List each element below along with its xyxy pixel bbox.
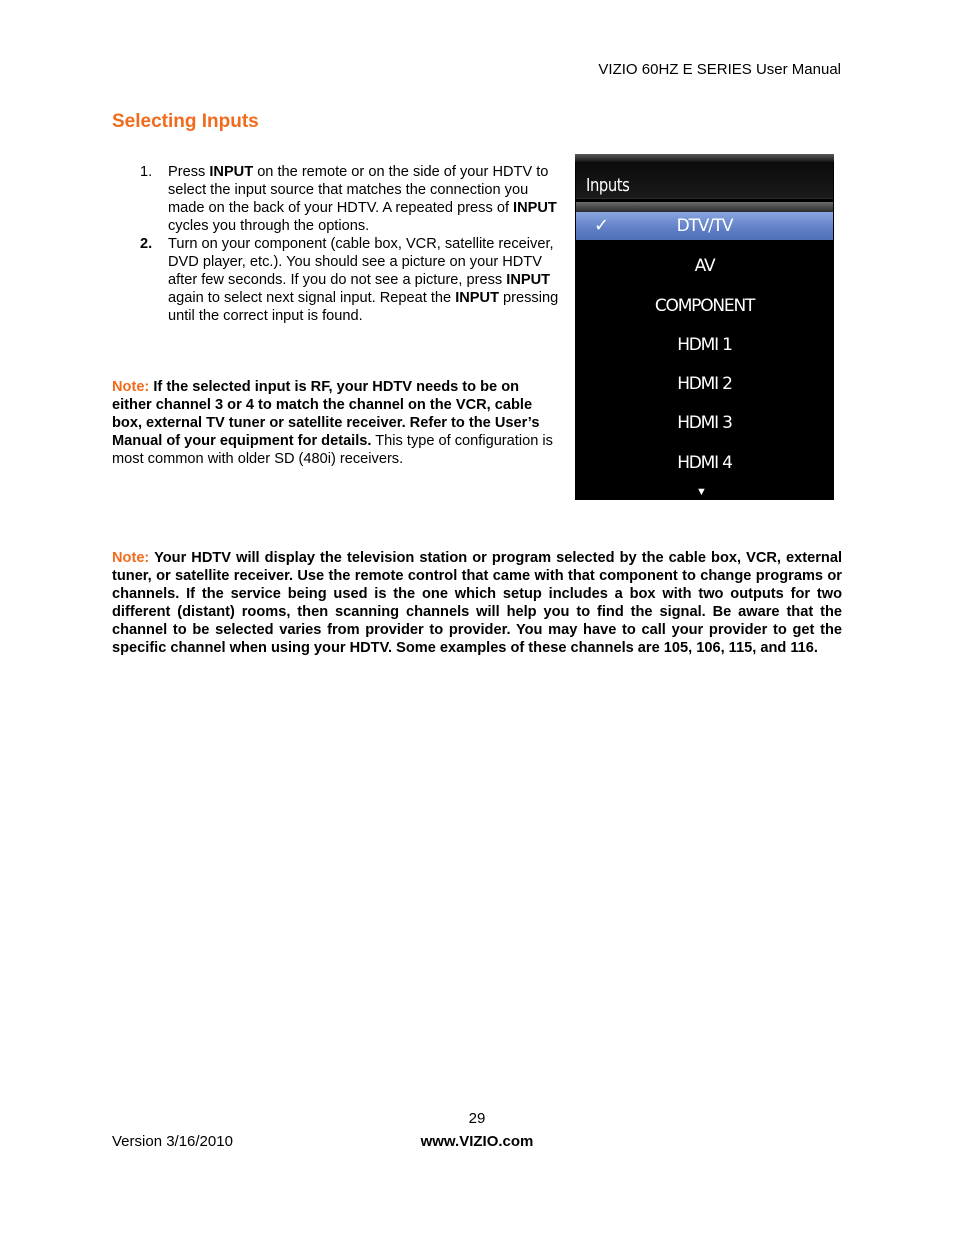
note-label: Note: <box>112 550 150 566</box>
step-number: 1. <box>140 164 153 180</box>
menu-item-hdmi-1[interactable]: HDMI 1 <box>677 334 732 355</box>
note-bold-text: If the selected input is RF, your HDTV needs to be on either channel 3 or 4 to match the channel on the VCR, cable box, external TV tuner or satellite receiver. Refer to the User’s Manual of your equipment for details. <box>112 379 540 449</box>
inputs-menu-screenshot <box>575 154 834 500</box>
menu-top-bar <box>575 154 834 162</box>
menu-list <box>576 212 833 487</box>
menu-item-hdmi-2[interactable]: HDMI 2 <box>677 374 732 395</box>
menu-item-hdmi-3[interactable]: HDMI 3 <box>677 413 732 434</box>
menu-title: Inputs <box>586 175 630 196</box>
menu-item-av[interactable]: AV <box>694 256 715 277</box>
step-text: Turn on your component (cable box, VCR, satellite receiver, DVD player, etc.). You should see a picture on your HDTV after few seconds. If you do not see a picture, press INPUT again to select next signal input. Repeat the INPUT pressing until the correct input is found. <box>168 236 559 324</box>
note-channels <box>112 549 842 657</box>
note-text: Your HDTV will display the television station or program selected by the cable box, VCR, external tuner, or satellite receiver. Use the remote control that came with that component to change programs or channels. If the service being used is the one which setup includes a box with two outputs for two different (distant) rooms, then scanning channels will help you to find the signal. Be aware that the channel to be selected varies from provider to provider. You may have to call your provider to get the specific channel when using your HDTV. Some examples of these channels are 105, 106, 115, and 116. <box>112 550 842 656</box>
step-1 <box>112 163 562 235</box>
note-text: This type of configuration is most common with older SD (480i) receivers. <box>112 433 553 467</box>
step-text: Press INPUT on the remote or on the side of your HDTV to select the input source that matches the connection you made on the back of your HDTV. A repeated press of INPUT cycles you through the options. <box>168 164 557 234</box>
footer-url[interactable]: www.VIZIO.com <box>420 1133 534 1150</box>
menu-item-component[interactable]: COMPONENT <box>654 295 755 316</box>
menu-item-hdmi-4[interactable]: HDMI 4 <box>677 452 732 473</box>
page-number: 29 <box>468 1110 486 1127</box>
note-rf <box>112 378 562 468</box>
section-title: Selecting Inputs <box>112 111 259 132</box>
note-label: Note: <box>112 379 150 395</box>
step-2 <box>112 235 562 325</box>
scroll-down-icon[interactable]: ▼ <box>696 486 707 498</box>
menu-separator <box>576 202 833 212</box>
menu-header <box>576 162 833 199</box>
manual-title: VIZIO 60HZ E SERIES User Manual <box>598 61 841 78</box>
footer-version: Version 3/16/2010 <box>112 1133 233 1150</box>
menu-item-dtv-tv[interactable]: ✓ DTV/TV <box>576 212 833 240</box>
steps-list <box>112 163 562 325</box>
checkmark-icon: ✓ <box>594 215 610 236</box>
step-number: 2. <box>140 236 153 252</box>
